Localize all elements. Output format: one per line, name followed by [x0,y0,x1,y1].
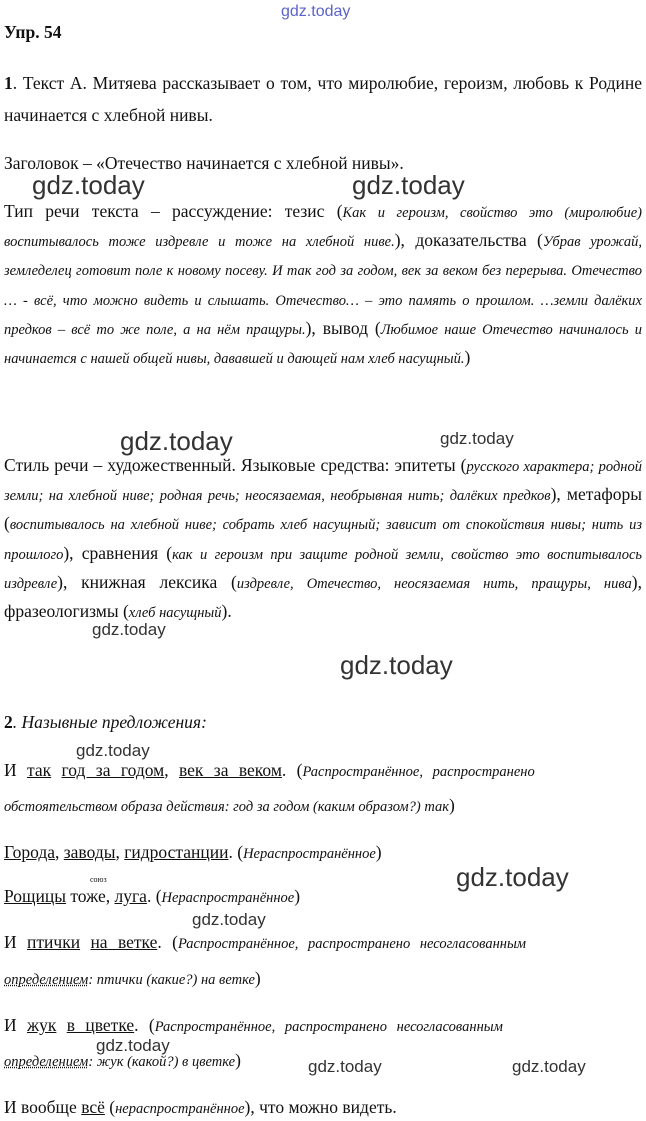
underlined-phrase: в цветке [66,1015,135,1035]
sentence-6 [4,1095,397,1121]
note-text: Нераспространённое [161,890,295,906]
underlined-phrase: на ветке [90,932,158,952]
sentence-3 [4,884,300,910]
epithets-text: русского характера; родной земли; на хлебной ниве; родная речь; неосязаемая, необрывная нить; далёких предков [4,459,643,505]
underlined-phrase: век за веком [179,760,282,780]
note-text: обстоятельством образа действия: год за годом (каким образом?) так [4,799,450,815]
sentence-1-note [4,793,455,819]
note-text: : птички (какие?) на ветке [88,972,255,988]
style-lead: Стиль речи – художественный. Языковые средства: эпитеты ( [4,455,467,475]
watermark: gdz.today [32,170,145,200]
punct: . ( [157,932,178,952]
paren-close: ) [254,968,261,988]
punct: . ( [281,760,303,780]
bookish-text: издревле, Отечество, неосязаемая нить, пращуры, нива [236,575,632,592]
plain-text: ), что можно видеть. [244,1097,397,1117]
note-text: Нераспространённое [243,846,376,862]
conclusion-lead: ), вывод ( [305,317,381,338]
phraseo-text: хлеб насущный [128,605,222,622]
underlined-word: Города [4,842,55,862]
watermark: gdz.today [456,862,569,892]
paren-close: ) [375,842,382,862]
sentence-5-note [4,1048,241,1074]
headline-line: Заголовок – «Отечество начинается с хлебной нивы». [4,153,404,173]
paren-open: ( [104,1097,116,1117]
note-text: : жук (какой?) в цветке [88,1054,236,1070]
word-i: И [4,1015,28,1035]
paren-close: ) [449,795,455,815]
watermark: gdz.today [96,1036,170,1055]
sentence-1 [4,758,642,784]
paren-close: ) [464,347,471,368]
speech-style-paragraph [4,452,642,627]
metaphors-text: воспитывалось на хлебной ниве; собрать хлеб насущный; зависит от спокойствия нивы; нить из прошлого [4,517,642,563]
comparisons-text: как и героизм при защите родной земли, свойство это воспитывалось издревле [4,546,642,592]
watermark: gdz.today [92,620,166,639]
underlined-word: гидростанции [124,842,229,862]
note-text: Распространённое, распространено несогласованным [177,936,527,952]
watermark: gdz.today [340,650,453,680]
underlined-word: луга [114,886,147,906]
punct: . ( [228,842,244,862]
metaphors-lead: ), метафоры ( [4,484,642,534]
watermark: gdz.today [76,741,150,760]
sentence-2 [4,840,382,866]
watermark: gdz.today [440,429,514,448]
punct: . ( [146,886,162,906]
paragraph-end: ). [221,601,232,622]
comparisons-lead: ), сравнения ( [63,542,173,563]
sentence-5 [4,1013,642,1039]
dotted-underlined-word: определением [4,1054,89,1070]
word-i: И [4,760,28,780]
word-i: И [4,932,28,952]
sentence-4 [4,930,642,956]
paren-close: ) [294,886,301,906]
dotted-underlined-word: определением [4,972,89,988]
exercise-title: Упр. 54 [4,22,62,42]
evidence-text: Убрав урожай, земледелец готовит поле к новому посеву. И так год за годом, век за веком без перерыва. Отечество … - всё, что можно видеть и слышать. Отечество… – это память о прошлом. …земли далёких предков – всё то же поле, а на нём пращуры. [4,234,642,338]
conjunction-label: союз [90,875,107,884]
summary-text: . Текст А. Митяева рассказывает о том, что миролюбие, героизм, любовь к Родине начинается с хлебной нивы. [4,73,642,125]
evidence-lead: ), доказательства ( [394,230,543,251]
watermark: gdz.today [308,1057,382,1076]
nominative-heading-text: . Назывные предложения: [12,712,207,732]
phraseo-lead: ), фразеологизмы ( [4,571,642,622]
underlined-word: птички [27,932,81,952]
plain-text: И вообще [4,1097,82,1117]
watermark: gdz.today [192,910,266,929]
conclusion-text: Любимое наше Отечество начиналось и начинается с нашей общей нивы, дававшей и дающей нам хлеб насущный. [4,321,642,368]
comma: , [115,842,125,862]
watermark: gdz.today [512,1057,586,1076]
item-number: 2 [4,712,13,732]
plain-text: тоже, [66,886,115,906]
underlined-word: Рощицы [4,886,67,906]
sentence-4-note [4,966,261,992]
underlined-word: всё [81,1097,105,1117]
punct: . ( [134,1015,155,1035]
note-text: Распространённое, распространено несогласованным [154,1019,503,1035]
watermark: gdz.today [120,426,233,456]
watermark-logo: gdz.today [281,3,351,20]
comma: , [164,760,179,780]
item-number: 1 [4,73,13,93]
underlined-phrase: год за годом [61,760,165,780]
speech-type-lead: Тип речи текста – рассуждение: тезис ( [4,201,343,221]
underlined-word: так [27,760,52,780]
note-text: нераспространённое [115,1101,245,1117]
thesis-text: Как и героизм, свойство это (миролюбие) воспитывалось тоже издревле и тоже на хлебной ниве. [4,205,642,251]
note-text: Распространённое, распространено [302,764,535,780]
speech-type-paragraph [4,198,642,373]
paren-close: ) [235,1050,241,1070]
bookish-lead: ), книжная лексика ( [57,571,237,592]
paragraph-summary [4,67,642,131]
underlined-word: заводы [63,842,116,862]
underlined-word: жук [27,1015,57,1035]
comma: , [55,842,64,862]
nominative-heading [4,710,207,734]
watermark: gdz.today [352,170,465,200]
